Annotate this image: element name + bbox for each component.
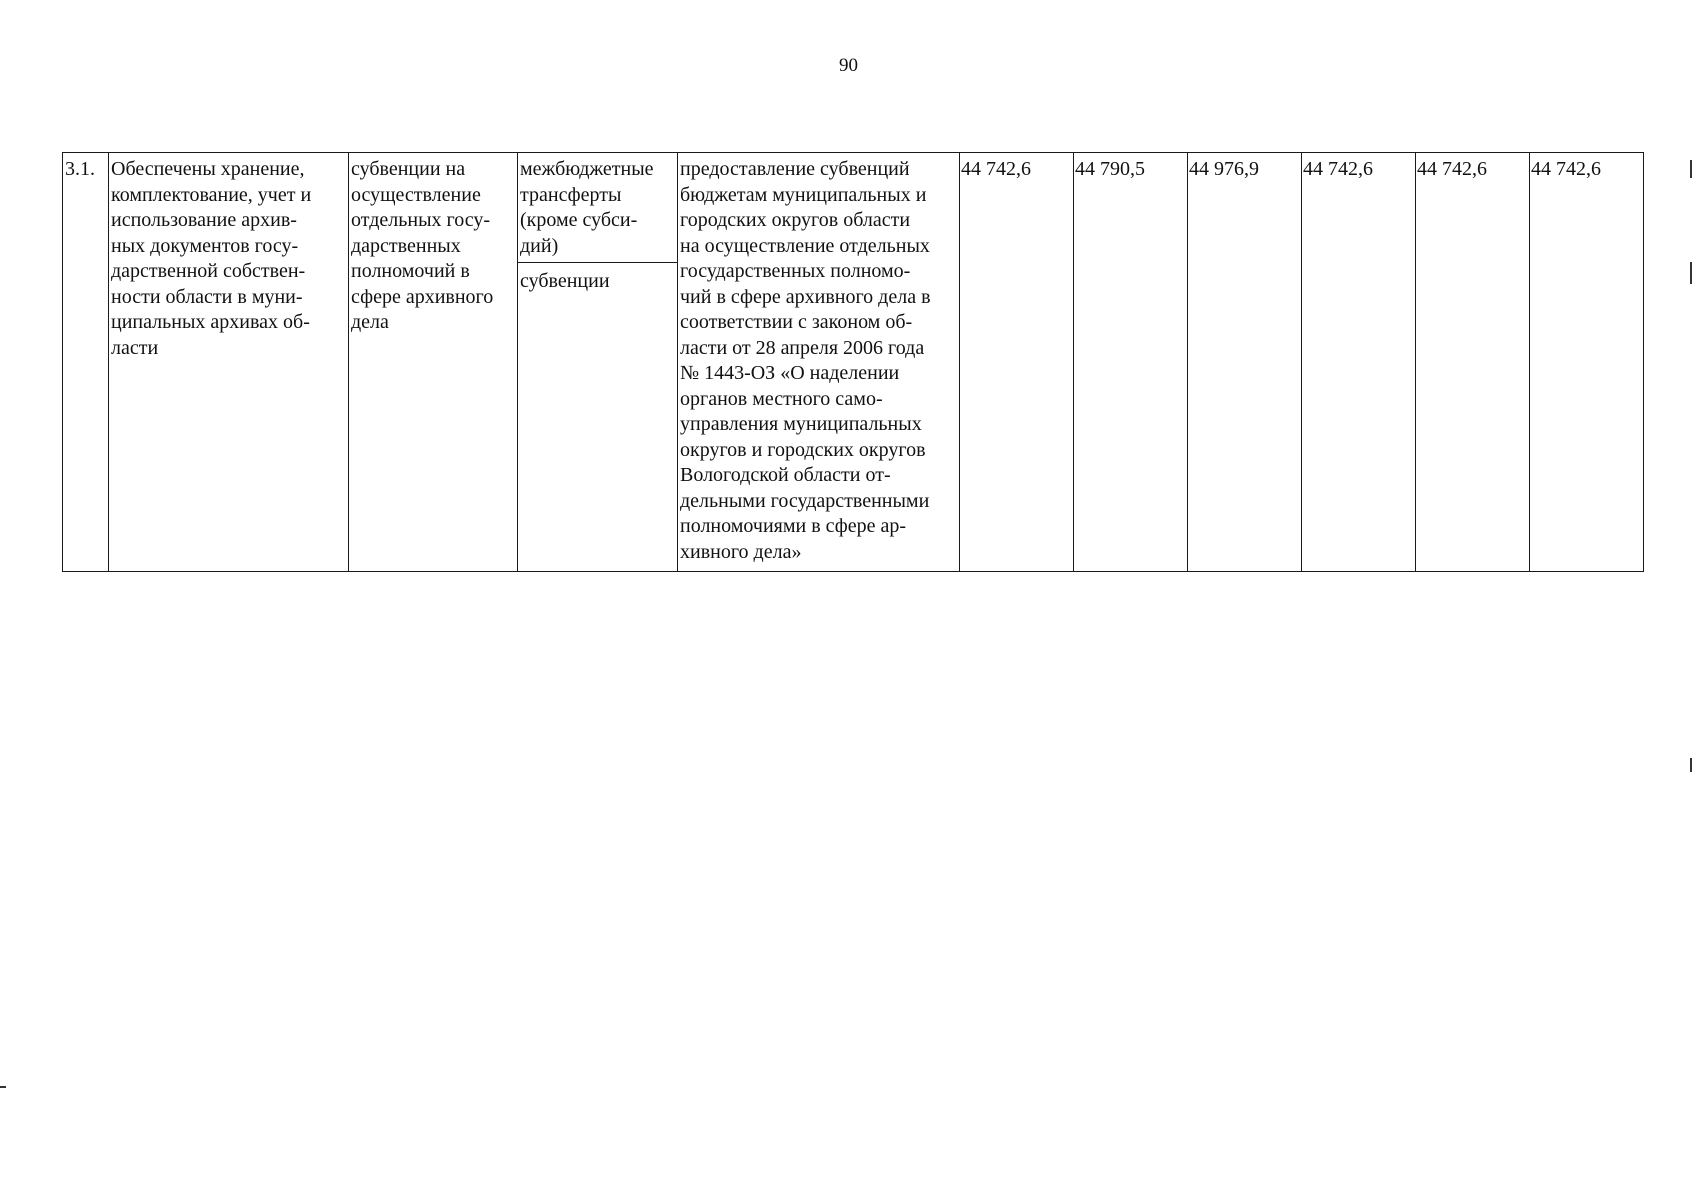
event-line: сфере архивного <box>351 285 494 308</box>
value-text: 44 742,6 <box>1303 158 1373 180</box>
transfer-type-line: межбюджетные <box>520 158 654 180</box>
result-line: Обеспечены хранение, <box>111 158 305 180</box>
result-line: ности области в муни- <box>111 285 303 308</box>
result-cell <box>109 153 349 572</box>
transfer-type-top <box>518 157 677 263</box>
event-line: дарственных <box>351 234 461 257</box>
event-line: полномочий в <box>351 260 470 282</box>
value-text: 44 742,6 <box>1417 158 1487 180</box>
event-line: осуществление <box>351 183 481 206</box>
result-line: ласти <box>111 336 159 359</box>
description-line: № 1443-ОЗ «О наделении <box>680 362 900 384</box>
description-line: бюджетам муниципальных и <box>680 183 927 206</box>
result-line: дарственной собствен- <box>111 260 306 282</box>
result-line: ципальных архивах об- <box>111 311 310 333</box>
transfer-type-cell <box>518 153 678 572</box>
event-cell <box>349 153 518 572</box>
value-cell <box>1188 153 1302 572</box>
description-line: на осуществление отдельных <box>680 234 930 257</box>
value-text: 44 790,5 <box>1075 158 1145 180</box>
description-cell <box>678 153 960 572</box>
scan-mark <box>0 1086 6 1088</box>
description-line: ласти от 28 апреля 2006 года <box>680 336 925 359</box>
scan-mark <box>1690 160 1692 178</box>
value-text: 44 742,6 <box>1531 158 1601 180</box>
description-line: предоставление субвенций <box>680 158 910 180</box>
value-cell <box>1416 153 1530 572</box>
transfer-type-line: (кроме субси- <box>520 209 638 231</box>
description-line: городских округов области <box>680 209 911 231</box>
event-line: субвенции на <box>351 158 466 180</box>
result-line: ных документов госу- <box>111 234 299 257</box>
page-number: 90 <box>839 55 858 76</box>
transfer-type-line: дий) <box>520 234 559 257</box>
row-index-cell <box>63 153 109 572</box>
value-cell <box>1302 153 1416 572</box>
transfer-type-line: трансферты <box>520 183 622 206</box>
result-line: использование архив- <box>111 209 297 231</box>
description-line: управления муниципальных <box>680 413 922 435</box>
scan-mark <box>1690 262 1692 284</box>
event-line: отдельных госу- <box>351 209 490 231</box>
row-index: 3.1. <box>65 158 95 180</box>
description-line: дельными государственными <box>680 489 930 512</box>
transfer-type-line: субвенции <box>520 270 610 292</box>
transfer-type-bottom <box>520 263 677 295</box>
description-line: органов местного само- <box>680 387 883 410</box>
event-line: дела <box>351 311 389 333</box>
value-cell <box>1530 153 1644 572</box>
description-line: округов и городских округов <box>680 438 926 461</box>
description-line: соответствии с законом об- <box>680 311 913 333</box>
value-text: 44 742,6 <box>961 158 1031 180</box>
description-line: государственных полномо- <box>680 260 911 282</box>
result-line: комплектование, учет и <box>111 183 312 206</box>
description-line: Вологодской области от- <box>680 464 891 486</box>
table-row <box>63 153 1644 572</box>
value-cell <box>1074 153 1188 572</box>
description-line: чий в сфере архивного дела в <box>680 285 931 308</box>
description-line: хивного дела» <box>680 540 802 563</box>
value-text: 44 976,9 <box>1189 158 1259 180</box>
budget-table <box>62 152 1644 572</box>
value-cell <box>960 153 1074 572</box>
scan-mark <box>1690 758 1692 772</box>
description-line: полномочиями в сфере ар- <box>680 515 907 537</box>
